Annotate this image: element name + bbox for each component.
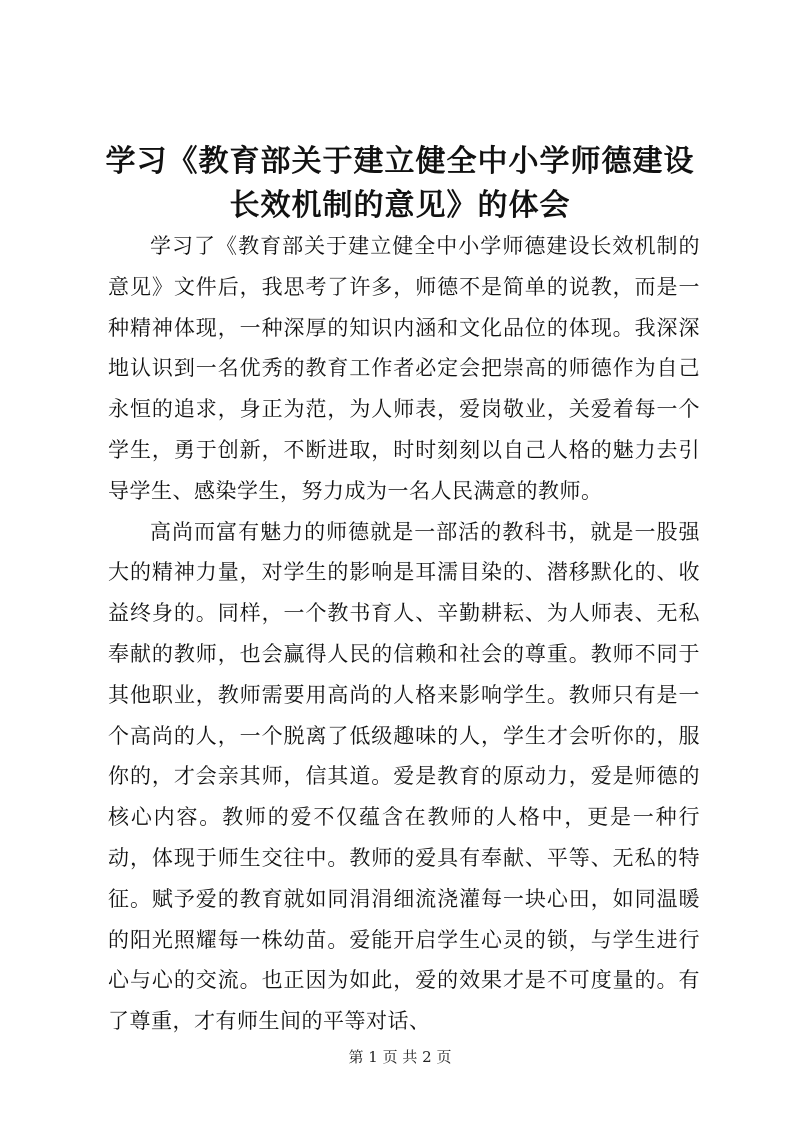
document-title: 学习《教育部关于建立健全中小学师德建设长效机制的意见》的体会 — [105, 144, 695, 223]
paragraph-2: 高尚而富有魅力的师德就是一部活的教科书，就是一股强大的精神力量，对学生的影响是耳濡目染的、潜移默化的、收益终身的。同样，一个教书育人、辛勤耕耘、为人师表、无私奉献的教师，也会赢得人民的信赖和社会的尊重。教师不同于其他职业，教师需要用高尚的人格来影响学生。教师只有是一个高尚的人，一个脱离了低级趣味的人，学生才会听你的，服你的，才会亲其师，信其道。爱是教育的原动力，爱是师德的核心内容。教师的爱不仅蕴含在教师的人格中，更是一种行动，体现于师生交往中。教师的爱具有奉献、平等、无私的特征。赋予爱的教育就如同涓涓细流浇灌每一块心田，如同温暖的阳光照耀每一株幼苗。爱能开启学生心灵的锁，与学生进行心与心的交流。也正因为如此，爱的效果才是不可度量的。有了尊重，才有师生间的平等对话、 — [108, 519, 700, 1034]
paragraph-1: 学习了《教育部关于建立健全中小学师德建设长效机制的意见》文件后，我思考了许多，师德不是简单的说教，而是一种精神体现，一种深厚的知识内涵和文化品位的体现。我深深地认识到一名优秀的教育工作者必定会把崇高的师德作为自己永恒的追求，身正为范，为人师表，爱岗敬业，关爱着每一个学生，勇于创新，不断进取，时时刻刻以自己人格的魅力去引导学生、感染学生，努力成为一名人民满意的教师。 — [108, 234, 700, 503]
document-body — [108, 226, 700, 1042]
page-number-footer: 第 1 页 共 2 页 — [348, 1048, 452, 1066]
